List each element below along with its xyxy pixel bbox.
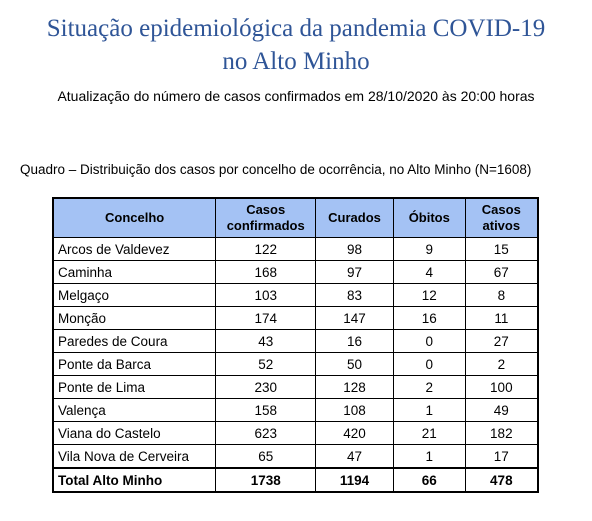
cell-ativos: 49 (465, 399, 538, 422)
header-obitos: Óbitos (393, 198, 465, 238)
table-row (53, 353, 538, 376)
cell-confirmados: 52 (216, 353, 316, 376)
table-header-row (53, 198, 538, 238)
title-line-2: no Alto Minho (222, 48, 370, 75)
cell-obitos: 4 (393, 261, 465, 284)
cell-concelho: Melgaço (53, 284, 216, 307)
table-row (53, 376, 538, 399)
cell-obitos: 16 (393, 307, 465, 330)
cell-ativos: 182 (465, 422, 538, 445)
table-row (53, 445, 538, 469)
update-subtitle: Atualização do número de casos confirmados em 28/10/2020 às 20:00 horas (57, 88, 535, 104)
header-casos-ativos (465, 198, 538, 238)
cell-confirmados: 168 (216, 261, 316, 284)
cell-obitos: 1 (393, 399, 465, 422)
cell-ativos: 27 (465, 330, 538, 353)
cell-confirmados: 103 (216, 284, 316, 307)
cell-obitos: 9 (393, 238, 465, 261)
cell-ativos: 2 (465, 353, 538, 376)
table-caption: Quadro – Distribuição dos casos por concelho de ocorrência, no Alto Minho (N=1608) (20, 162, 532, 177)
cases-table (52, 197, 539, 493)
cell-obitos: 12 (393, 284, 465, 307)
header-casos-confirmados-text: Casos confirmados (226, 202, 305, 233)
cell-ativos: 100 (465, 376, 538, 399)
cell-curados: 97 (316, 261, 394, 284)
cell-curados: 47 (316, 445, 394, 469)
table-row (53, 422, 538, 445)
table-row (53, 284, 538, 307)
cell-confirmados: 122 (216, 238, 316, 261)
total-curados: 1194 (316, 468, 394, 492)
total-ativos: 478 (465, 468, 538, 492)
cell-confirmados: 43 (216, 330, 316, 353)
cell-concelho: Monção (53, 307, 216, 330)
header-casos-confirmados (216, 198, 316, 238)
cell-curados: 108 (316, 399, 394, 422)
total-obitos: 66 (393, 468, 465, 492)
header-concelho: Concelho (53, 198, 216, 238)
cell-confirmados: 65 (216, 445, 316, 469)
cell-obitos: 0 (393, 353, 465, 376)
cell-obitos: 1 (393, 445, 465, 469)
cell-ativos: 17 (465, 445, 538, 469)
cell-ativos: 8 (465, 284, 538, 307)
header-curados: Curados (316, 198, 394, 238)
total-concelho: Total Alto Minho (53, 468, 216, 492)
table-row (53, 399, 538, 422)
table-row (53, 261, 538, 284)
total-confirmados: 1738 (216, 468, 316, 492)
cell-concelho: Ponte de Lima (53, 376, 216, 399)
cell-curados: 420 (316, 422, 394, 445)
cell-ativos: 11 (465, 307, 538, 330)
cell-curados: 16 (316, 330, 394, 353)
page-title (0, 12, 592, 78)
table-total-row (53, 468, 538, 492)
cell-curados: 83 (316, 284, 394, 307)
title-line-1: Situação epidemiológica da pandemia COVID-19 (46, 15, 546, 42)
cell-curados: 98 (316, 238, 394, 261)
table-row (53, 330, 538, 353)
cell-curados: 128 (316, 376, 394, 399)
cell-curados: 50 (316, 353, 394, 376)
cell-obitos: 21 (393, 422, 465, 445)
cell-confirmados: 158 (216, 399, 316, 422)
cell-concelho: Ponte da Barca (53, 353, 216, 376)
cell-obitos: 2 (393, 376, 465, 399)
cell-ativos: 15 (465, 238, 538, 261)
cell-obitos: 0 (393, 330, 465, 353)
cell-concelho: Valença (53, 399, 216, 422)
cell-concelho: Vila Nova de Cerveira (53, 445, 216, 469)
cell-curados: 147 (316, 307, 394, 330)
cell-concelho: Arcos de Valdevez (53, 238, 216, 261)
cell-concelho: Viana do Castelo (53, 422, 216, 445)
cell-confirmados: 174 (216, 307, 316, 330)
table-row (53, 307, 538, 330)
cell-concelho: Caminha (53, 261, 216, 284)
header-casos-ativos-text: Casos ativos (481, 202, 521, 233)
cell-ativos: 67 (465, 261, 538, 284)
cell-confirmados: 230 (216, 376, 316, 399)
cell-concelho: Paredes de Coura (53, 330, 216, 353)
table-row (53, 238, 538, 261)
cell-confirmados: 623 (216, 422, 316, 445)
